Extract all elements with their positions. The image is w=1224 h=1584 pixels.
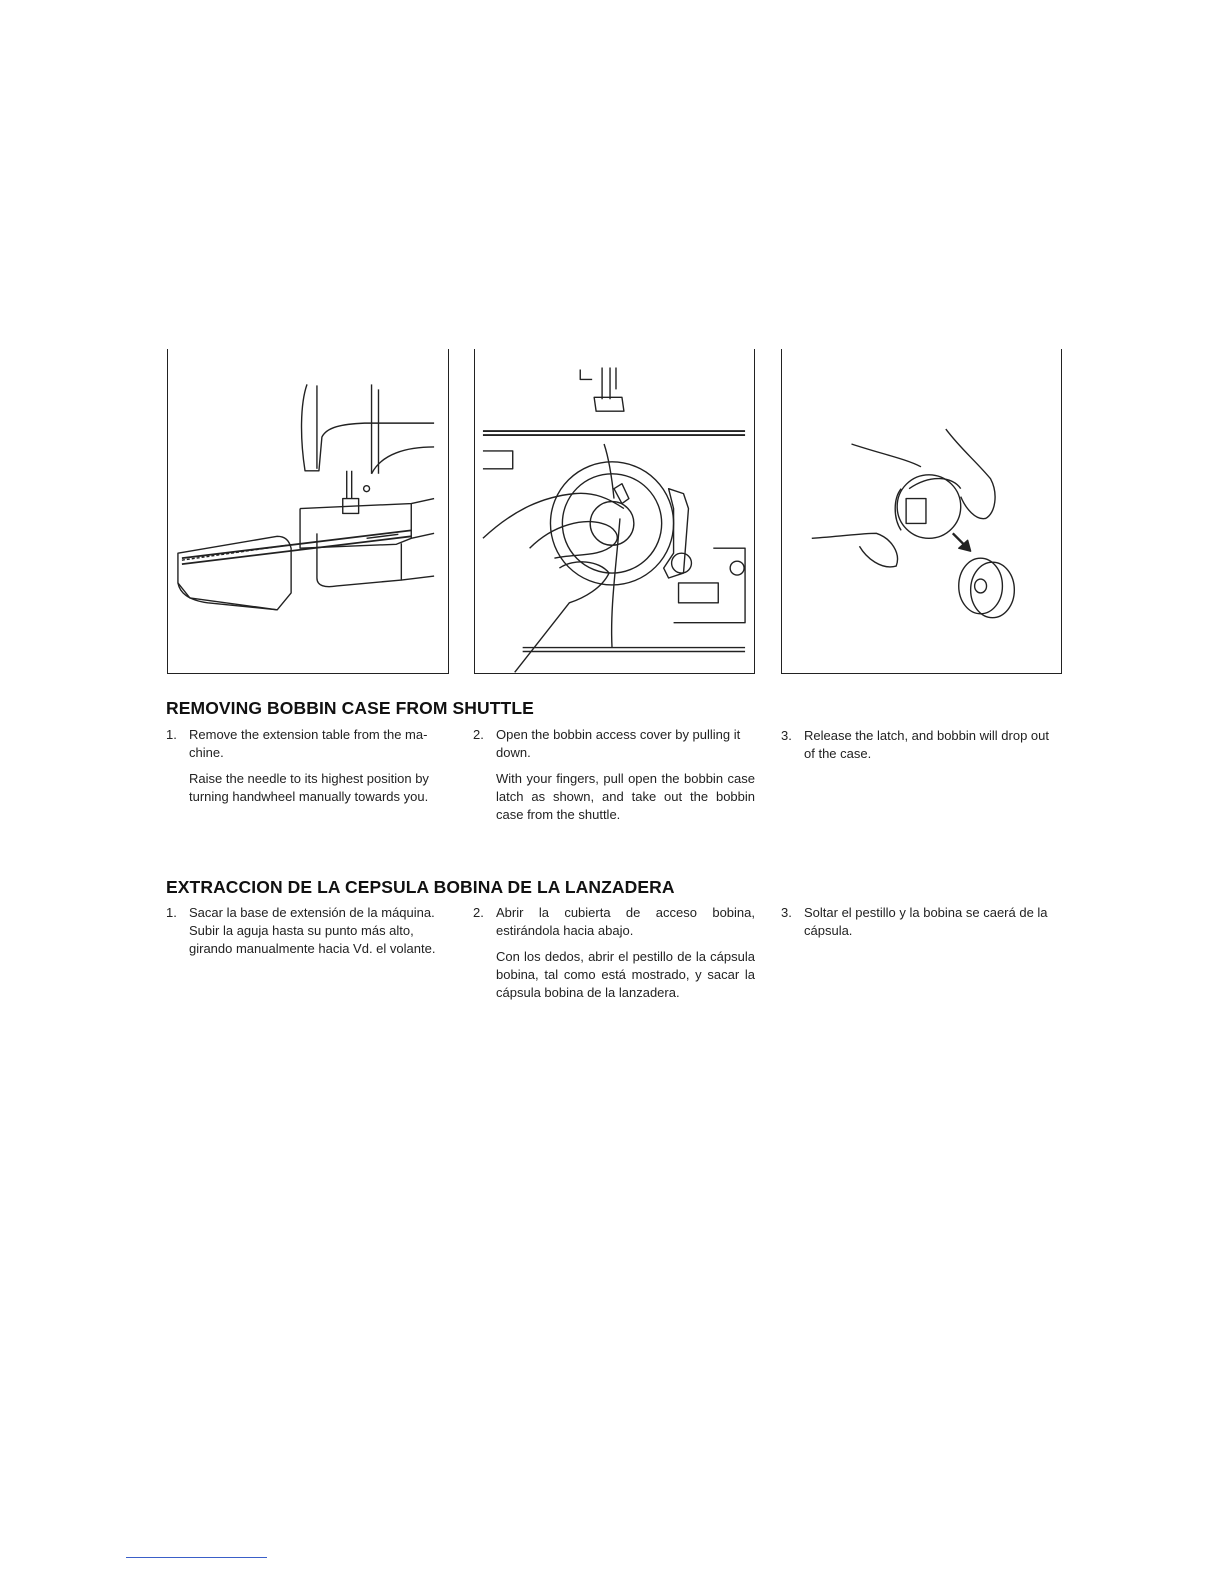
step-text: Con los dedos, abrir el pestillo de la cápsula bobina, tal como está mostrado, y sacar la cápsula bobina de la lanzadera.	[496, 949, 755, 1000]
step-text: Release the latch, and bobbin will drop out of the case.	[804, 728, 1049, 761]
bobbin-cover-open-illustration	[475, 349, 754, 673]
step-text: Remove the extension table from the ma-chine.	[189, 727, 428, 760]
section-heading-english: REMOVING BOBBIN CASE FROM SHUTTLE	[166, 698, 534, 718]
footer-rule	[126, 1557, 267, 1558]
step-number: 1.	[166, 905, 177, 920]
english-step-3	[781, 727, 1063, 771]
english-step-2	[473, 726, 755, 832]
step-text: Raise the needle to its highest position by turning handwheel manually towards you.	[189, 771, 429, 804]
step-text: With your fingers, pull open the bobbin case latch as shown, and take out the bobbin case from the shuttle.	[496, 771, 755, 822]
step-number: 2.	[473, 727, 484, 742]
step-number: 3.	[781, 728, 792, 743]
step-number: 1.	[166, 727, 177, 742]
spanish-step-1	[166, 904, 450, 966]
spanish-step-3	[781, 904, 1063, 948]
step-text: Open the bobbin access cover by pulling it down.	[496, 727, 741, 760]
step-text: Abrir la cubierta de acceso bobina, estirándola hacia abajo.	[496, 905, 755, 938]
bobbin-drop-illustration	[782, 349, 1061, 673]
step-text: Sacar la base de extensión de la máquina. Subir la aguja hasta su punto más alto, girando manualmente hacia Vd. el volante.	[189, 905, 436, 956]
figure-panel-1	[167, 349, 449, 674]
step-number: 2.	[473, 905, 484, 920]
figure-panel-2	[474, 349, 755, 674]
figure-panel-3	[781, 349, 1062, 674]
step-number: 3.	[781, 905, 792, 920]
spanish-step-2	[473, 904, 755, 1010]
step-text: Soltar el pestillo y la bobina se caerá de la cápsula.	[804, 905, 1048, 938]
section-heading-spanish: EXTRACCION DE LA CEPSULA BOBINA DE LA LANZADERA	[166, 877, 675, 897]
english-step-1	[166, 726, 450, 814]
extension-table-removal-illustration	[168, 349, 448, 673]
